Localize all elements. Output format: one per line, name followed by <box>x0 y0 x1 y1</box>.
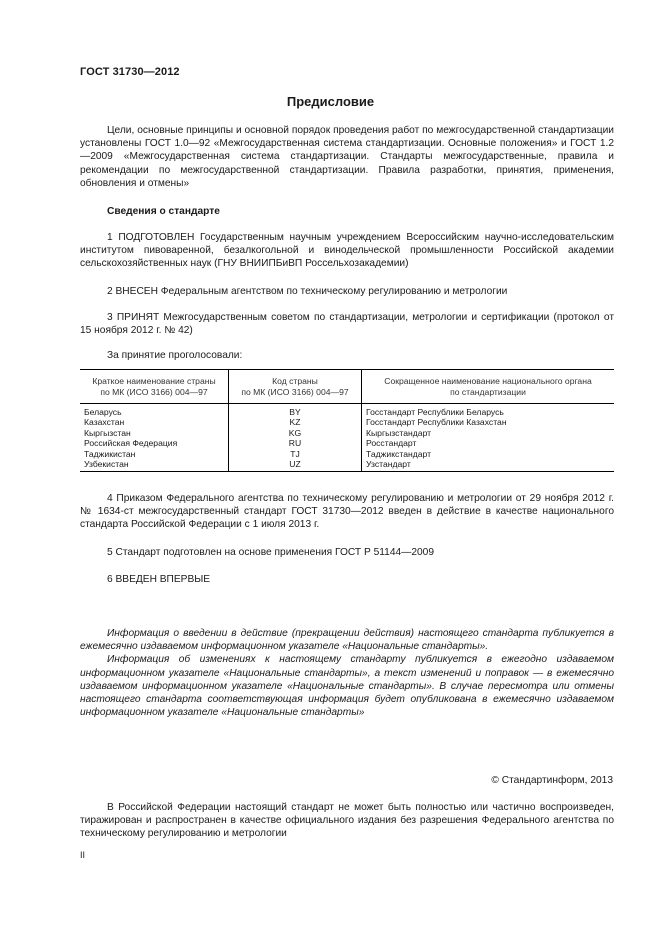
legal-notice <box>80 801 614 841</box>
votes-table <box>80 369 614 472</box>
code-cell: BY <box>289 407 301 417</box>
header-code-line2: по МК (ИСО 3166) 004—97 <box>241 387 349 397</box>
item-3 <box>80 311 614 337</box>
copyright: © Стандартинформ, 2013 <box>491 775 613 786</box>
item-2 <box>80 285 614 298</box>
page-title: Предисловие <box>286 94 375 109</box>
code-cell: KZ <box>289 417 301 428</box>
header-org-line2: по стандартизации <box>450 387 526 397</box>
header-country-line1: Краткое наименование страны <box>92 376 216 386</box>
votes-label: За принятие проголосовали: <box>107 350 243 361</box>
document-id: ГОСТ 31730—2012 <box>80 66 180 78</box>
info-block <box>80 627 614 719</box>
country-cell: Казахстан <box>84 417 125 428</box>
org-cell: Росстандарт <box>366 438 417 449</box>
info-paragraph-2: Информация об изменениях к настоящему стандарту публикуется в ежегодно издаваемом информационном указателе «Национальные стандарты», а текст изменений и поправок — в ежемесячно издаваемом информационном указателе «Национальные стандарты». В случае пересмотра или отмены настоящего стандарта соответствующая информация будет опубликована в ежемесячно издаваемом информационном указателе «Национальные стандарты» <box>80 654 614 719</box>
item-6-text: 6 ВВЕДЕН ВПЕРВЫЕ <box>107 574 211 585</box>
header-code-line1: Код страны <box>272 376 318 386</box>
org-cell: Таджикстандарт <box>366 448 432 459</box>
section-heading: Сведения о стандарте <box>107 206 220 217</box>
code-cell: TJ <box>290 448 300 459</box>
country-column <box>80 404 229 472</box>
info-paragraph-1: Информация о введении в действие (прекращении действия) настоящего стандарта публикуется в ежемесячно издаваемом информационном указателе «Национальные стандарты». <box>80 628 614 653</box>
header-country <box>80 370 229 404</box>
code-cell: RU <box>288 438 302 449</box>
header-org <box>362 370 615 404</box>
org-cell: Узстандарт <box>366 459 411 470</box>
country-cell: Российская Федерация <box>84 438 178 449</box>
item-5-text: 5 Стандарт подготовлен на основе применения ГОСТ Р 51144—2009 <box>107 547 434 558</box>
header-country-line2: по МК (ИСО 3166) 004—97 <box>100 387 208 397</box>
org-cell: Кыргызстандарт <box>366 427 432 438</box>
legal-text: В Российской Федерации настоящий стандарт не может быть полностью или частично воспроизведен, тиражирован и распространен в качестве официального издания без разрешения Федерального агентства по техническому регулированию и метрологии <box>80 802 614 840</box>
table-row <box>80 404 614 472</box>
table-header-row <box>80 370 614 404</box>
header-org-line1: Сокращенное наименование национального органа <box>384 376 592 386</box>
item-1-text: 1 ПОДГОТОВЛЕН Государственным научным учреждением Всероссийским научно-исследовательским институтом пивоваренной, безалкогольной и винодельческой промышленности Российской академии сельскохозяйственных наук (ГНУ ВНИИПБиВП Россельхозакадемии) <box>80 232 614 270</box>
item-4-text: 4 Приказом Федерального агентства по техническому регулированию и метрологии от 29 ноября 2012 г. № 1634-ст межгосударственный стандарт ГОСТ 31730—2012 введен в действие в качестве национального стандарта Российской Федерации с 1 июля 2013 г. <box>80 493 614 531</box>
org-cell: Госстандарт Республики Беларусь <box>366 407 504 417</box>
country-cell: Узбекистан <box>84 459 129 470</box>
item-4 <box>80 492 614 532</box>
code-column <box>229 404 362 472</box>
intro-text: Цели, основные принципы и основной порядок проведения работ по межгосударственной стандартизации установлены ГОСТ 1.0—92 «Межгосударственная система стандартизации. Основные положения» и ГОСТ 1.2—2009 «Межгосударственная система стандартизации. Стандарты межгосударственные, правила и рекомендации по межгосударственной стандартизации. Правила разработки, принятия, применения, обновления и отмены» <box>80 125 614 189</box>
country-cell: Кыргызстан <box>84 427 131 438</box>
item-5 <box>80 546 614 559</box>
intro-paragraph <box>80 124 614 190</box>
item-6 <box>80 573 614 586</box>
item-1 <box>80 231 614 271</box>
page-number: II <box>80 850 86 860</box>
header-code <box>229 370 362 404</box>
country-cell: Таджикистан <box>84 448 136 459</box>
code-cell: UZ <box>289 459 301 470</box>
item-2-text: 2 ВНЕСЕН Федеральным агентством по техническому регулированию и метрологии <box>107 286 508 297</box>
item-3-text: 3 ПРИНЯТ Межгосударственным советом по стандартизации, метрологии и сертификации (протокол от 15 ноября 2012 г. № 42) <box>80 312 614 337</box>
code-cell: KG <box>288 427 302 438</box>
org-cell: Госстандарт Республики Казахстан <box>366 417 507 428</box>
country-cell: Беларусь <box>84 407 122 417</box>
org-column <box>362 404 615 472</box>
